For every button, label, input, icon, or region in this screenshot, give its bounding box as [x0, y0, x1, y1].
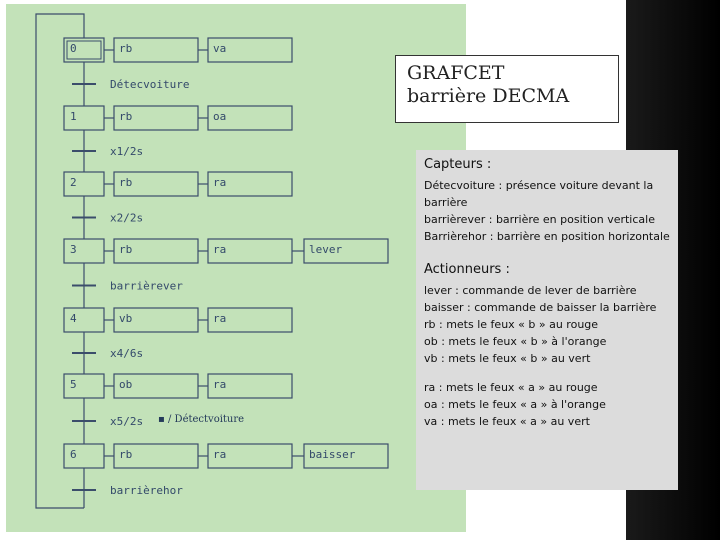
actionneur-line: ra : mets le feux « a » au rouge — [424, 381, 598, 394]
step-number: 0 — [70, 42, 77, 55]
action-label: ra — [213, 312, 227, 325]
capteur-line: Détecvoiture : présence voiture devant la barrière — [424, 179, 654, 209]
action-label: vb — [119, 312, 133, 325]
loop-back-line — [36, 14, 84, 508]
legend-box — [416, 150, 678, 490]
transition-label: x2/2s — [110, 211, 144, 225]
annotation-bullet: ▪ — [158, 414, 165, 425]
capteur-line: Barrièrehor : barrière en position horizontale — [424, 230, 670, 243]
actionneur-line: va : mets le feux « a » au vert — [424, 415, 590, 428]
action-label: rb — [119, 42, 133, 55]
transition-label: barrièrever — [110, 279, 183, 293]
action-label: ob — [119, 378, 133, 391]
capteur-line: barrièrever : barrière en position verticale — [424, 213, 655, 226]
actionneur-line: rb : mets le feux « b » au rouge — [424, 318, 599, 331]
title-box — [395, 55, 619, 123]
transition-label: x1/2s — [110, 145, 144, 158]
action-label: oa — [213, 110, 227, 123]
action-label: ra — [213, 176, 227, 189]
actionneur-line: baisser : commande de baisser la barrière — [424, 301, 657, 314]
step-number: 3 — [70, 243, 77, 256]
step-number: 1 — [70, 110, 77, 123]
actionneur-line: lever : commande de lever de barrière — [424, 284, 637, 297]
actionneur-line: oa : mets le feux « a » à l'orange — [424, 398, 606, 411]
action-label: rb — [119, 110, 133, 123]
step-number: 5 — [70, 378, 77, 391]
actionneurs-heading: Actionneurs : — [424, 262, 510, 277]
action-label: rb — [119, 176, 133, 189]
actionneur-line: ob : mets le feux « b » à l'orange — [424, 335, 607, 348]
action-label: va — [213, 42, 227, 55]
transition-label: x5/2s — [110, 415, 144, 428]
step-number: 4 — [70, 312, 77, 325]
action-label: lever — [309, 243, 343, 256]
action-label: ra — [213, 378, 227, 391]
title-line-2: barrière DECMA — [407, 85, 570, 107]
capteurs-heading: Capteurs : — [424, 157, 492, 172]
action-label: ra — [213, 448, 227, 461]
action-label: baisser — [309, 448, 356, 461]
transition-label: barrièrehor — [110, 484, 183, 497]
action-label: ra — [213, 243, 227, 256]
title-line-1: GRAFCET — [407, 62, 505, 84]
transition-label: x4/6s — [110, 347, 144, 360]
action-label: rb — [119, 448, 133, 461]
step-number: 6 — [70, 448, 77, 461]
transition-annotation: / Détectvoiture — [168, 414, 245, 425]
step-number: 2 — [70, 176, 77, 189]
action-label: rb — [119, 243, 133, 256]
transition-label: Détecvoiture — [110, 78, 190, 91]
actionneur-line: vb : mets le feux « b » au vert — [424, 352, 591, 365]
